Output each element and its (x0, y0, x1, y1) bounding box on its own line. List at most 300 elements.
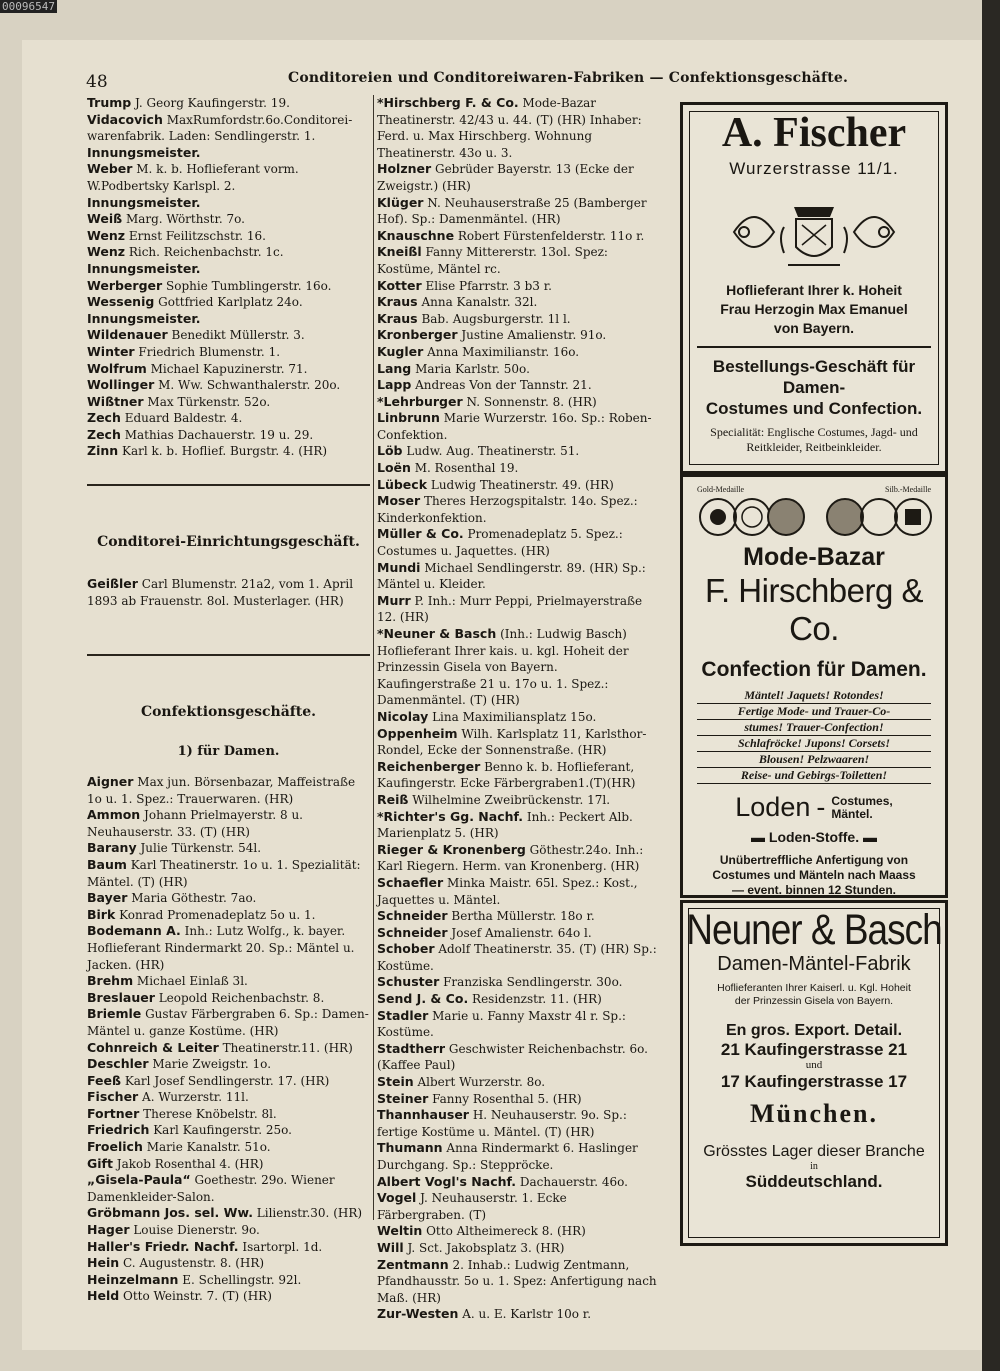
ad-frame (689, 111, 939, 465)
entry-text: Minka Maistr. 65l. Spez.: Kost., Jaquettes u. Mäntel. (377, 875, 638, 907)
ad-hirschberg-list (697, 688, 931, 784)
entry-text: Lilienstr.30. (HR) (256, 1206, 363, 1221)
entry-name: Lübeck (377, 476, 428, 492)
entry-text: Bab. Augsburgerstr. 1l l. (421, 311, 571, 326)
entry-name: *Neuner & Basch (377, 626, 497, 641)
entry-name: Haller's Friedr. Nachf. (87, 1238, 239, 1254)
entry-text: Isartorpl. 1d. (242, 1239, 323, 1254)
entry-text: Anna Rindermarkt 6. Haslinger Durchgang. Sp.: Steppröcke. (377, 1141, 638, 1172)
entry-text: Fanny Rosenthal 5. (HR) (432, 1091, 582, 1106)
page-header: Conditoreien und Conditoreiwaren-Fabriken — Confektionsgeschäfte. (288, 70, 849, 86)
ad-list-item: Mäntel! Jaquets! Rotondes! (697, 688, 931, 704)
entry-text: Benedikt Müllerstr. 3. (171, 328, 305, 343)
entry-text: A. Wurzerstr. 11l. (142, 1090, 249, 1105)
entry-text: Karl k. b. Hoflief. Burgstr. 4. (HR) (121, 444, 328, 459)
entry-name: Wißtner (87, 393, 144, 409)
entry-name: Kotter (377, 277, 422, 293)
directory-entry (87, 443, 370, 460)
entry-name: *Richter's Gg. Nachf. (377, 808, 524, 824)
entry-name: Wessenig (87, 294, 155, 310)
entry-name: Weber (87, 161, 133, 177)
entry-name: Birk (87, 906, 116, 922)
ad-fischer-line: Frau Herzogin Max Emanuel (720, 301, 908, 317)
medal-labels (683, 485, 945, 537)
entry-name: „Gisela-Paula“ (87, 1172, 191, 1188)
ad-hirschberg (680, 474, 948, 898)
entry-text: C. Augustenstr. 8. (HR) (122, 1256, 265, 1271)
entry-name: Weltin (377, 1223, 423, 1239)
entry-name: Schuster (377, 974, 440, 990)
directory-entry (87, 907, 370, 924)
entry-name: Moser (377, 493, 421, 509)
entry-name: Thannhauser (377, 1107, 469, 1123)
directory-entry (377, 394, 657, 411)
directory-entry (377, 161, 657, 194)
entry-name: Oppenheim (377, 725, 458, 741)
entry-text: Franziska Sendlingerstr. 30o. (443, 975, 623, 990)
entry-text: M. Rosenthal 19. (414, 461, 519, 476)
directory-entry (377, 842, 657, 875)
entry-text: Mode-Bazar Theatinerstr. 42/43 u. 44. (T) (HR) Inhaber: Ferd. u. Max Hirschberg. Wohnung Theatinerstr. 43o u. 3. (377, 96, 642, 160)
directory-entry (87, 427, 370, 444)
entry-name: Müller & Co. (377, 526, 464, 542)
medal-label-gold: Gold-Medaille (697, 485, 745, 494)
directory-entry (377, 593, 657, 626)
ad-fischer-line: Hoflieferant Ihrer k. Hoheit (726, 282, 902, 298)
entry-text: M. k. b. Hoflieferant vorm. W.Podbertsky Karlspl. 2. (87, 162, 299, 193)
directory-entry (377, 709, 657, 726)
entry-name: Kneißl (377, 244, 422, 260)
directory-entry (87, 195, 370, 212)
entry-name: Geißler (87, 576, 138, 591)
entry-text: N. Neuhauserstraße 25 (Bamberger Hof). Sp.: Damenmäntel. (HR) (377, 195, 647, 227)
entry-name: Zentmann (377, 1256, 449, 1272)
entry-text: Marg. Wörthstr. 7o. (125, 212, 245, 227)
entry-name: Briemle (87, 1006, 142, 1022)
section-subtitle: 1) für Damen. (177, 744, 280, 759)
scan-id: 00096547 (2, 0, 55, 13)
ad-hirschberg-title: Mode-Bazar (743, 543, 885, 571)
entry-name: Innungsmeister. (87, 194, 201, 210)
directory-entry (377, 1041, 657, 1074)
directory-entry (87, 1205, 370, 1222)
entry-text: Michael Sendlingerstr. 89. (HR) Sp.: Mäntel u. Kleider. (377, 560, 646, 592)
directory-entry (87, 1255, 370, 1272)
entry-text: Marie u. Fanny Maxstr 4l r. Sp.: Kostüme. (377, 1008, 626, 1040)
entry-name: Froelich (87, 1139, 143, 1155)
entry-name: Kugler (377, 343, 424, 359)
entry-name: Weiß (87, 211, 123, 227)
ad-neuner-und: und (805, 1059, 823, 1071)
entry-name: Wolfrum (87, 360, 147, 376)
ad-list-item: Schlafröcke! Jupons! Corsets! (697, 736, 931, 752)
entry-name: Send J. & Co. (377, 991, 469, 1007)
entry-text: Residenzstr. 11. (HR) (472, 992, 602, 1007)
directory-entry (377, 1091, 657, 1108)
directory-entry (377, 526, 657, 559)
directory-entry (87, 311, 370, 328)
entry-name: *Lehrburger (377, 393, 463, 409)
entry-text: Geschwister Reichenbachstr. 6o. (Kaffee Paul) (377, 1041, 648, 1073)
entry-name: Trump (87, 95, 132, 110)
ad-neuner-address: 21 Kaufingerstrasse 21 (720, 1040, 908, 1059)
entry-text: Michael Einlaß 3l. (136, 974, 248, 989)
directory-entry (87, 327, 370, 344)
directory-entry (87, 1139, 370, 1156)
entry-name: Bayer (87, 890, 128, 906)
entry-text: MaxRumfordstr.6o.Conditorei-warenfabrik. Laden: Sendlingerstr. 1. (87, 112, 353, 144)
ad-fischer-order: Bestellungs-Geschäft für Damen- (712, 357, 916, 397)
loden-stoffe-text: Loden-Stoffe. (768, 829, 860, 845)
entry-name: Deschler (87, 1056, 149, 1072)
entry-name: Lapp (377, 377, 412, 393)
entry-text: M. Ww. Schwanthalerstr. 20o. (158, 378, 341, 393)
entry-name: Zech (87, 410, 121, 426)
directory-entry (377, 1257, 657, 1307)
directory-entry (377, 311, 657, 328)
entry-text: Eduard Baldestr. 4. (124, 411, 243, 426)
entry-text: Albert Wurzerstr. 8o. (417, 1075, 546, 1090)
entry-text: Gebrüder Bayerstr. 13 (Ecke der Zweigstr.) (HR) (377, 162, 634, 193)
directory-entry (377, 626, 657, 709)
entry-name: Kraus (377, 310, 418, 326)
entry-name: Schaefler (377, 874, 444, 890)
entry-text: Lina Maximiliansplatz 15o. (432, 709, 597, 724)
directory-entry (377, 1140, 657, 1173)
entry-text: Ludwig Theatinerstr. 49. (HR) (430, 477, 614, 492)
small-line: der Prinzessin Gisela von Bayern. (734, 995, 894, 1007)
section-divider (87, 654, 370, 656)
directory-entry (87, 1089, 370, 1106)
directory-entry (377, 1008, 657, 1041)
entry-text: Therese Knöbelstr. 8l. (143, 1106, 277, 1121)
entry-text: Gustav Färbergraben 6. Sp.: Damen-Mäntel u. ganze Kostüme. (HR) (87, 1007, 369, 1038)
ad-neuner-land: Süddeutschland. (745, 1172, 883, 1191)
ad-frame (688, 908, 940, 1238)
ad-neuner-city: München. (750, 1099, 878, 1128)
directory-entry (87, 1156, 370, 1173)
directory-entry (87, 112, 370, 145)
entry-name: Wollinger (87, 377, 155, 393)
ad-hirschberg-footer (683, 853, 945, 898)
entry-name: Vogel (377, 1190, 417, 1206)
entry-text: Maria Göthestr. 7ao. (131, 891, 257, 906)
entry-name: Klüger (377, 194, 424, 210)
directory-entry (377, 759, 657, 792)
entry-text: Justine Amalienstr. 91o. (461, 328, 607, 343)
directory-entry (377, 991, 657, 1008)
directory-entry (377, 327, 657, 344)
entry-text: Robert Fürstenfelderstr. 11o r. (457, 228, 645, 243)
entry-text: Maria Karlstr. 50o. (415, 361, 530, 376)
ad-neuner-export: En gros. Export. Detail. (725, 1022, 903, 1039)
entry-name: Thumann (377, 1140, 443, 1156)
directory-entry (87, 394, 370, 411)
page-edge (982, 0, 1000, 1371)
entry-name: Barany (87, 840, 137, 856)
entry-name: Held (87, 1288, 120, 1304)
entry-name: Hager (87, 1222, 130, 1238)
entry-name: Stein (377, 1074, 414, 1090)
entry-text: Ludw. Aug. Theatinerstr. 51. (406, 444, 580, 459)
directory-entry (377, 377, 657, 394)
entry-name: Heinzelmann (87, 1271, 179, 1287)
footer-line: — event. binnen 12 Stunden. (731, 883, 897, 897)
entry-text: Gottfried Karlplatz 24o. (158, 295, 303, 310)
entry-name: Brehm (87, 973, 134, 989)
entry-text: Mathias Dachauerstr. 19 u. 29. (124, 427, 314, 442)
entry-name: Ammon (87, 807, 141, 823)
entry-text: Konrad Promenadeplatz 5o u. 1. (119, 907, 316, 922)
directory-entry (87, 840, 370, 857)
entry-text: Anna Kanalstr. 32l. (421, 295, 538, 310)
entry-name: Reichenberger (377, 758, 481, 774)
entry-text: Otto Weinstr. 7. (T) (HR) (123, 1289, 272, 1304)
entry-text: Wilh. Karlsplatz 11, Karlsthor-Rondel, Ecke der Sonnenstraße. (HR) (377, 726, 647, 758)
ad-fischer-specialty: Specialität: Englische Costumes, Jagd- und Reitkleider, Reitbeinkleider. (710, 425, 918, 454)
column-left-bottom (87, 774, 370, 1305)
entry-name: Löb (377, 443, 403, 459)
entry-text: Leopold Reichenbachstr. 8. (158, 990, 325, 1005)
entry-name: Breslauer (87, 989, 155, 1005)
entry-text: P. Inh.: Murr Peppi, Prielmayerstraße 12. (HR) (377, 593, 643, 625)
entry-name: Schneider (377, 908, 448, 924)
entry-name: Knauschne (377, 227, 455, 243)
entry-text: Karl Kaufingerstr. 25o. (153, 1123, 292, 1138)
entry-text: Julie Türkenstr. 54l. (140, 841, 262, 856)
directory-entry (377, 443, 657, 460)
ad-neuner-title: Neuner & Basch (686, 905, 942, 953)
loden-label: Loden (735, 792, 811, 822)
loden-dash: - (816, 792, 826, 822)
entry-text: Rich. Reichenbachstr. 1c. (128, 245, 284, 260)
einrichtung-entry (87, 576, 370, 609)
entry-text: Johann Prielmayerstr. 8 u. Neuhauserstr. 33. (T) (HR) (87, 808, 303, 839)
directory-entry (87, 857, 370, 890)
directory-entry (87, 973, 370, 990)
directory-entry (87, 95, 370, 112)
directory-entry (87, 278, 370, 295)
ad-hirschberg-confection: Confection für Damen. (701, 658, 927, 681)
directory-entry (377, 1240, 657, 1257)
entry-name: Reiß (377, 791, 409, 807)
ad-list-item: Fertige Mode- und Trauer-Co- (697, 704, 931, 720)
entry-text: Karl Theatinerstr. 1o u. 1. Spezialität: Mäntel. (T) (HR) (87, 857, 361, 889)
ad-fischer (680, 102, 948, 474)
entry-name: Feeß (87, 1072, 121, 1088)
entry-name: Wenz (87, 227, 125, 243)
entry-text: Dachauerstr. 46o. (519, 1174, 628, 1189)
small-line: Hoflieferanten Ihrer Kaiserl. u. Kgl. Hoheit (717, 982, 911, 994)
directory-entry (87, 361, 370, 378)
entry-text: Inh.: Peckert Alb. Marienplatz 5. (HR) (377, 809, 633, 841)
directory-entry (87, 344, 370, 361)
entry-text: Michael Kapuzinerstr. 71. (150, 361, 308, 376)
entry-text: Sophie Tumblingerstr. 16o. (166, 278, 332, 293)
entry-text: Göthestr.24o. Inh.: Karl Riegern. Herm. van Kronenberg. (HR) (377, 842, 644, 874)
directory-entry (87, 890, 370, 907)
directory-entry (87, 294, 370, 311)
directory-entry (87, 1172, 370, 1205)
entry-name: Zech (87, 426, 121, 442)
directory-entry (377, 1174, 657, 1191)
directory-entry (377, 1107, 657, 1140)
section-title-confektion: Confektionsgeschäfte. (140, 704, 317, 720)
entry-text: A. u. E. Karlstr 10o r. (462, 1307, 592, 1322)
column-left-top (87, 95, 370, 460)
directory-entry (377, 195, 657, 228)
ad-fischer-line: von Bayern. (773, 320, 855, 336)
directory-entry (87, 774, 370, 807)
entry-name: Cohnreich & Leiter (87, 1039, 219, 1055)
directory-entry (377, 875, 657, 908)
entry-name: Linbrunn (377, 410, 440, 426)
directory-entry (377, 344, 657, 361)
entry-text: Max Türkenstr. 52o. (147, 394, 271, 409)
directory-entry (87, 1040, 370, 1057)
directory-entry (377, 278, 657, 295)
directory-entry (377, 726, 657, 759)
entry-name: Steiner (377, 1090, 429, 1106)
entry-text: Otto Altheimereck 8. (HR) (426, 1224, 586, 1239)
entry-text: Goethestr. 29o. Wiener Damenkleider-Salon. (87, 1173, 335, 1204)
directory-entry (377, 228, 657, 245)
entry-text: Ernst Feilitzschstr. 16. (128, 228, 266, 243)
directory-entry (377, 908, 657, 925)
footer-line: Costumes und Mänteln nach Maass (712, 868, 916, 882)
column-middle (377, 95, 657, 1323)
ad-fischer-address: Wurzerstrasse 11/1. (729, 159, 899, 178)
entry-name: Loën (377, 460, 411, 476)
footer-line: Unübertreffliche Anfertigung von (719, 853, 909, 867)
entry-text: 2. Inhab.: Ludwig Zentmann, Pfandhausstr. 5o u. 1. Spez: Anfertigung nach Maß. (HR) (377, 1257, 657, 1305)
entry-text: Marie Wurzerstr. 16o. Sp.: Roben-Confektion. (377, 411, 652, 442)
entry-name: Schober (377, 941, 435, 957)
ad-neuner-in: in (810, 1161, 818, 1172)
directory-entry (87, 1106, 370, 1123)
entry-text: Bertha Müllerstr. 18o r. (451, 909, 595, 924)
ad-loden (683, 792, 945, 823)
directory-entry (377, 925, 657, 942)
entry-text: (Inh.: Ludwig Basch) Hoflieferant Ihrer kais. u. kgl. Hoheit der Prinzessin Gisela von Bayern. Kaufingerstraße 21 u. 17o u. 1. Spez.: Damenmäntel. (T) (HR) (377, 627, 629, 708)
medal-label-silver: Silb.-Medaille (885, 485, 931, 494)
entry-text: Max jun. Börsenbazar, Maffeistraße 1o u. 1. Spez.: Trauerwaren. (HR) (87, 775, 356, 806)
directory-entry (87, 145, 370, 162)
directory-entry (87, 410, 370, 427)
directory-entry (87, 211, 370, 228)
entry-text: Karl Josef Sendlingerstr. 17. (HR) (124, 1073, 330, 1088)
entry-text: Promenadeplatz 5. Spez.: Costumes u. Jaquettes. (HR) (377, 527, 623, 559)
entry-name: Wenz (87, 244, 125, 260)
entry-name: *Hirschberg F. & Co. (377, 95, 519, 110)
directory-entry (87, 244, 370, 261)
directory-entry (377, 1223, 657, 1240)
entry-text: Theres Herzogspitalstr. 14o. Spez.: Kinderkonfektion. (377, 494, 638, 525)
entry-name: Gift (87, 1155, 113, 1171)
loden-items (831, 795, 892, 821)
directory-entry (87, 228, 370, 245)
entry-name: Gröbmann Jos. sel. Ww. (87, 1205, 253, 1221)
column-rule (373, 95, 374, 1220)
loden-item: Costumes, (831, 793, 893, 808)
ad-list-item: stumes! Trauer-Confection! (697, 720, 931, 736)
directory-entry (87, 161, 370, 194)
entry-name: Zur-Westen (377, 1306, 459, 1322)
entry-name: Wildenauer (87, 327, 168, 343)
section-divider (87, 484, 370, 486)
ad-list-item: Blousen! Pelzwaaren! (697, 752, 931, 768)
directory-entry (377, 244, 657, 277)
ad-fischer-order: Costumes und Confection. (705, 399, 923, 418)
directory-entry (377, 1074, 657, 1091)
directory-entry (377, 361, 657, 378)
entry-name: Stadler (377, 1007, 429, 1023)
directory-entry (377, 460, 657, 477)
entry-text: J. Georg Kaufingerstr. 19. (135, 96, 290, 110)
entry-name: Bodemann A. (87, 923, 181, 939)
directory-entry (87, 807, 370, 840)
entry-name: Fortner (87, 1105, 140, 1121)
entry-text: Anna Maximilianstr. 16o. (427, 344, 580, 359)
directory-entry (87, 261, 370, 278)
entry-text: Andreas Von der Tannstr. 21. (415, 378, 592, 393)
entry-text: Friedrich Blumenstr. 1. (138, 344, 281, 359)
entry-name: Innungsmeister. (87, 144, 201, 160)
entry-name: Mundi (377, 559, 421, 575)
directory-entry (87, 1006, 370, 1039)
entry-text: Wilhelmine Zweibrückenstr. 17l. (412, 792, 611, 807)
entry-name: Lang (377, 360, 412, 376)
directory-entry (377, 1306, 657, 1323)
directory-entry (87, 923, 370, 973)
directory-entry (87, 576, 370, 609)
entry-name: Baum (87, 856, 127, 872)
entry-text: Inh.: Lutz Wolfg., k. bayer. Hoflieferant Rindermarkt 20. Sp.: Mäntel u. Jacken. (HR) (87, 924, 355, 972)
entry-name: Kronberger (377, 327, 458, 343)
entry-text: Carl Blumenstr. 21a2, vom 1. April 1893 ab Frauenstr. 8ol. Musterlager. (HR) (87, 577, 354, 608)
page-number: 48 (86, 72, 108, 92)
entry-text: Elise Pfarrstr. 3 b3 r. (425, 278, 552, 293)
directory-entry (87, 1222, 370, 1239)
entry-name: Albert Vogl's Nachf. (377, 1173, 517, 1189)
directory-entry (87, 1056, 370, 1073)
directory-entry (87, 1288, 370, 1305)
directory-entry (377, 294, 657, 311)
directory-entry (377, 95, 657, 161)
directory-entry (377, 809, 657, 842)
entry-name: Innungsmeister. (87, 260, 201, 276)
ad-hirschberg-name: F. Hirschberg & Co. (704, 572, 924, 647)
ad-neuner-stock: Grösstes Lager dieser Branche (703, 1143, 925, 1160)
entry-name: Murr (377, 592, 411, 608)
entry-name: Winter (87, 343, 135, 359)
entry-name: Vidacovich (87, 111, 163, 127)
entry-text: J. Sct. Jakobsplatz 3. (HR) (407, 1240, 565, 1255)
section-title-einrichtung: Conditorei-Einrichtungsgeschäft. (97, 534, 360, 550)
entry-name: Rieger & Kronenberg (377, 841, 526, 857)
entry-text: Fanny Mittererstr. 13ol. Spez: Kostüme, Mäntel rc. (377, 245, 608, 276)
entry-text: N. Sonnenstr. 8. (HR) (466, 394, 597, 409)
entry-name: Schneider (377, 924, 448, 940)
directory-entry (87, 1272, 370, 1289)
directory-entry (377, 410, 657, 443)
entry-name: Zinn (87, 443, 119, 459)
entry-name: Fischer (87, 1089, 139, 1105)
directory-entry (377, 477, 657, 494)
directory-entry (377, 974, 657, 991)
entry-name: Aigner (87, 774, 134, 789)
entry-text: Louise Dienerstr. 9o. (133, 1223, 260, 1238)
